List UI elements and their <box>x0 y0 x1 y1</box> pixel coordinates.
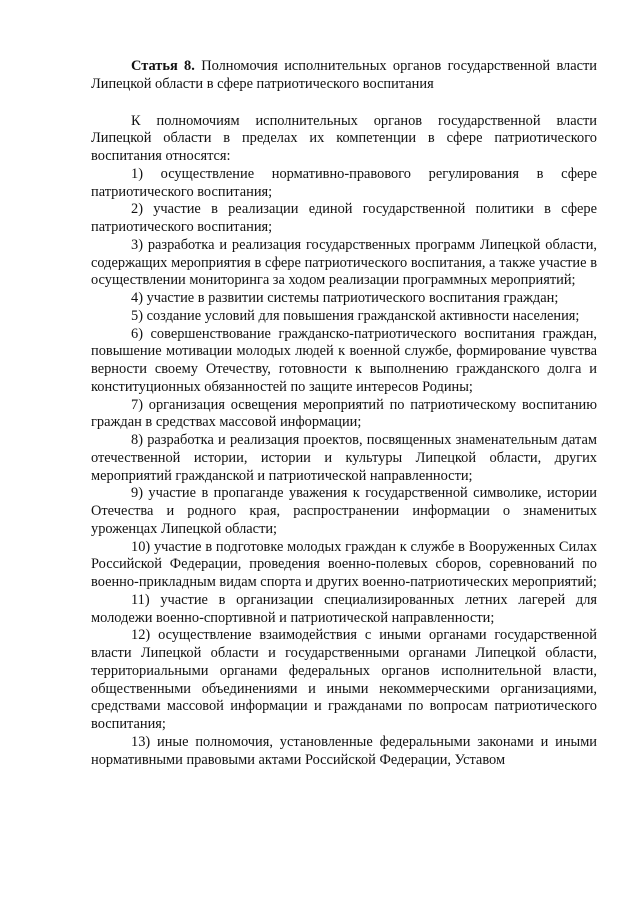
list-item: 9) участие в пропаганде уважения к государственной символике, истории Отечества и родного края, распространении информации о знаменитых уроженцах Липецкой области; <box>91 485 597 537</box>
list-item: 12) осуществление взаимодействия с иными органами государственной власти Липецкой области и государственными органами Липецкой области, территориальными органами федеральных органов исполнительной власти, общественными объединениями и иными некоммерческими организациями, средствами массовой информации и гражданами по вопросам патриотического воспитания; <box>91 627 597 732</box>
list-item: 10) участие в подготовке молодых граждан к службе в Вооруженных Силах Российской Федерации, проведения военно-полевых сборов, соревнований по военно-прикладным видам спорта и других военно-патриотических мероприятий; <box>91 538 597 590</box>
list-item: 5) создание условий для повышения гражданской активности населения; <box>131 307 580 324</box>
document-page <box>91 58 597 769</box>
list-item: 1) осуществление нормативно-правового регулирования в сфере патриотического воспитания; <box>91 165 597 200</box>
article-title: Полномочия исполнительных органов государственной власти Липецкой области в сфере патриотического воспитания <box>91 58 597 92</box>
list-item: 4) участие в развитии системы патриотического воспитания граждан; <box>131 290 559 306</box>
article-number: Статья 8. <box>131 58 195 74</box>
intro-paragraph: К полномочиям исполнительных органов государственной власти Липецкой области в пределах их компетенции в сфере патриотического воспитания относятся: <box>91 112 597 164</box>
list-item: 11) участие в организации специализированных летних лагерей для молодежи военно-спортивной и патриотической направленности; <box>91 591 597 626</box>
list-item: 13) иные полномочия, установленные федеральными законами и иными нормативными правовыми актами Российской Федерации, Уставом <box>91 733 597 768</box>
list-item: 7) организация освещения мероприятий по патриотическому воспитанию граждан в средствах массовой информации; <box>91 396 597 431</box>
list-item: 6) совершенствование гражданско-патриотического воспитания граждан, повышение мотивации молодых людей к военной службе, формирование чувства верности своему Отечеству, готовности к выполнению гражданского долга и конституционных обязанностей по защите интересов Родины; <box>91 325 597 395</box>
list-item: 8) разработка и реализация проектов, посвященных знаменательным датам отечественной истории, истории и культуры Липецкой области, других мероприятий гражданской и патриотической направленности; <box>91 432 597 484</box>
article-heading <box>91 58 597 94</box>
list-item: 2) участие в реализации единой государственной политики в сфере патриотического воспитания; <box>91 201 597 235</box>
list-item: 3) разработка и реализация государственных программ Липецкой области, содержащих мероприятия в сфере патриотического воспитания, а также участие в осуществлении мониторинга за ходом реализации программных мероприятий; <box>91 236 597 289</box>
